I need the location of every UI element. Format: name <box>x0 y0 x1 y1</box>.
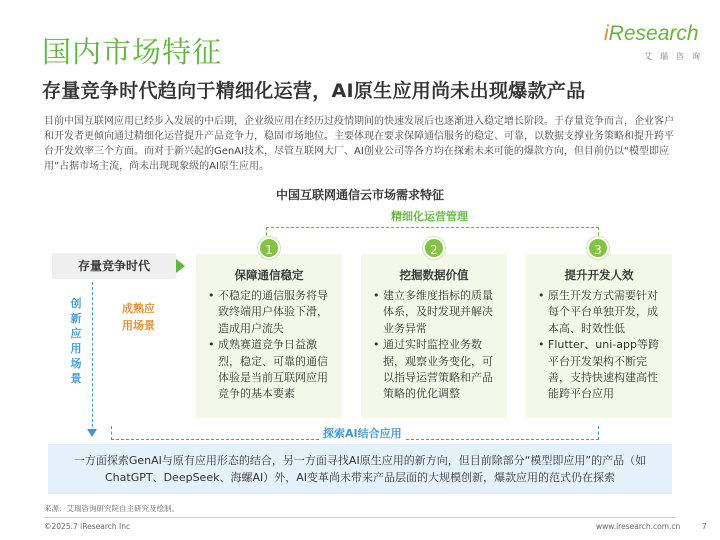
copyright-text: ©2025.7 iResearch Inc <box>44 522 131 531</box>
intro-paragraph: 目前中国互联网应用已经步入发展的中后期，企业级应用在经历过疫情期间的快速发展后也逐渐进入稳定增长阶段。于存量竞争而言，企业客户和开发者更倾向通过精细化运营提升产品竞争力，稳固市场地位。主要体现在要求保障通信服务的稳定、可靠，以数据支撑业务策略和提升跨平台开发效率三个方面。而对于新兴起的GenAI技术，尽管互联网大厂、AI创业公司等各方均在探索未来可能的爆款方向，但目前仍以“模型即应用”占据市场主流，尚未出现现象级的AI原生应用。 <box>44 116 674 172</box>
bullet-item: • 不稳定的通信服务将导致终端用户体验下滑，造成用户流失 <box>208 288 336 337</box>
bullet-item: • 通过实时监控业务数据，观察业务变化，可以指导运营策略和产品策略的优化调整 <box>373 337 501 403</box>
step-number-badge: 3 <box>587 237 609 259</box>
down-arrow-icon <box>87 429 97 437</box>
step-number-badge: 2 <box>423 237 445 259</box>
card-bullets <box>373 288 501 403</box>
era-label-box: 存量竞争时代 <box>52 253 176 279</box>
bullet-item: • 建立多维度指标的质量体系，及时发现并解决业务异常 <box>373 288 501 337</box>
top-category-label: 精细化运营管理 <box>391 210 468 223</box>
step-number-badge: 1 <box>258 237 280 259</box>
website-link[interactable]: www.iresearch.com.cn <box>596 522 681 531</box>
bullet-item: • 原生开发方式需要针对每个平台单独开发，成本高、时效性低 <box>538 288 666 337</box>
card-title: 挖掘数据价值 <box>399 268 469 282</box>
logo-wordmark: iResearch <box>604 22 699 45</box>
vertical-dashed-line <box>92 282 93 432</box>
iresearch-logo <box>604 22 708 66</box>
feature-card-1 <box>196 254 342 418</box>
source-note: 来源：艾瑞咨询研究院自主研究及绘制。 <box>44 504 179 513</box>
diagram-title: 中国互联网通信云市场需求特征 <box>275 188 444 202</box>
feature-card-3 <box>526 254 672 418</box>
logo-subtitle: 艾瑞咨询 <box>644 52 708 61</box>
mature-scenario-label: 成熟应用场景 <box>122 302 155 332</box>
footer-divider <box>44 517 676 518</box>
ai-exploration-box: 一方面探索GenAI与原有应用形态的结合，另一方面寻找AI原生应用的新方向，但目前除部分“模型即应用”的产品（如ChatGPT、DeepSeek、海螺AI）外，AI变革尚未带来产品层面的大规模创新，爆款应用的范式仍在探索 <box>48 444 672 494</box>
page-title: 国内市场特征 <box>42 35 223 69</box>
feature-card-2 <box>361 254 507 418</box>
page-number: 7 <box>702 522 707 531</box>
card-bullets <box>208 288 336 403</box>
innovation-scenario-label: 创新应用场景 <box>70 297 82 385</box>
card-bullets <box>538 288 666 403</box>
page-subtitle: 存量竞争时代趋向于精细化运营，AI原生应用尚未出现爆款产品 <box>42 80 586 102</box>
bullet-item: • 成熟赛道竞争日益激烈，稳定、可靠的通信体验是当前互联网应用竞争的基本要素 <box>208 337 336 403</box>
bullet-item: • Flutter、uni-app等跨平台开发架构不断完善，支持快速构建高性能跨平台应用 <box>538 337 666 403</box>
card-title: 保障通信稳定 <box>234 268 304 282</box>
bottom-category-label: 探索AI结合应用 <box>319 425 406 441</box>
era-arrow-icon <box>176 259 185 273</box>
card-title: 提升开发人效 <box>564 268 634 282</box>
